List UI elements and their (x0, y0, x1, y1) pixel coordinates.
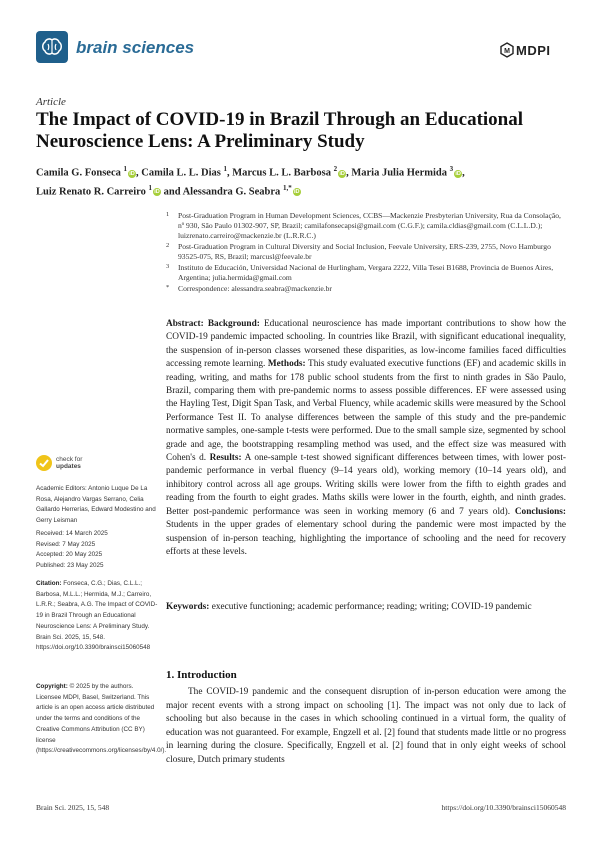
check-for-updates-button[interactable] (56, 456, 82, 470)
affiliation-number: * (166, 284, 170, 292)
article-title: The Impact of COVID-19 in Brazil Through an Educational Neuroscience Lens: A Preliminary Study (36, 109, 524, 152)
mdpi-logo-icon (500, 42, 514, 58)
check-line-2: updates (56, 463, 81, 470)
affiliation-3 (166, 263, 566, 283)
editors-label: Academic Editors: (36, 485, 87, 492)
affiliations (166, 211, 566, 295)
keywords-label: Keywords: (166, 602, 210, 612)
conclusions-label: Conclusions: (514, 506, 566, 517)
abstract-results: A one-sample t-test showed significant differences between times, with lower post-pandemic performance in verbal fluency (9–14 years old), working memory (10–14 years old), and inhibitory control across all age groups. Writing skills were lower from the fifth to eighth grades and reading from the fourth to eight grades. Maths skills were lower in the fourth, eighth, and ninth grades. Better post-pandemic performance was seen in working memory (6 and 7 years old). (166, 453, 566, 517)
affiliation-text: Post-Graduation Program in Cultural Diversity and Social Inclusion, Feevale University, ERS-239, 2755, Novo Hamburgo 93525-075, RS, Brazil; marcusl@feevale.br (178, 241, 551, 261)
affiliation-number: 1 (166, 211, 170, 218)
keywords (166, 601, 566, 614)
footer-doi-link[interactable]: https://doi.org/10.3390/brainsci15060548 (441, 803, 566, 812)
orcid-icon[interactable]: iD (455, 170, 461, 177)
author-line-2: Luiz Renato R. Carreiro $^1$iD and Alessandra G. Seabra $^{1,*}$iD (36, 183, 300, 197)
copyright-text: © 2025 by the authors. Licensee MDPI, Basel, Switzerland. This article is an open access article distributed under the terms and conditions of the Creative Commons Attribution (CC BY) license (https://creativecommons.org/licenses/by/4.0/). (36, 683, 167, 755)
svg-text:M: M (504, 48, 510, 55)
abstract (166, 318, 566, 559)
section-heading: 1. Introduction (166, 669, 237, 681)
citation-label: Citation: (36, 580, 62, 587)
orcid-icon[interactable]: iD (293, 189, 300, 195)
abstract-label: Abstract: (166, 319, 204, 329)
orcid-icon[interactable]: iD (154, 189, 160, 195)
methods-label: Methods: (267, 359, 306, 370)
received-date: Received: 14 March 2025 (36, 530, 108, 537)
affiliation-text: Correspondence: alessandra.seabra@mackenzie.br (178, 284, 332, 294)
author-list (36, 162, 576, 199)
accepted-date: Accepted: 20 May 2025 (36, 551, 103, 559)
publisher-name: MDPI (516, 43, 551, 58)
affiliation-2 (166, 242, 566, 262)
citation-text: Fonseca, C.G.; Dias, C.L.L.; Barbosa, M.L.L.; Hermida, M.J.; Carreiro, L.R.R.; Seabra, A.G. The Impact of COVID-19 in Brazil Through an Educational Neuroscience Lens: A Preliminary Study. Brain Sci. 2025, 15, 548. https://doi.org/10.3390/brainsci15060548 (36, 580, 158, 652)
footer-citation: Brain Sci. 2025, 15, 548 (36, 803, 110, 812)
keywords-text: executive functioning; academic performance; reading; writing; COVID-19 pandemic (211, 602, 532, 612)
check-for-updates-icon[interactable] (36, 455, 52, 471)
background-label: Background: (207, 319, 260, 329)
results-label: Results: (209, 453, 242, 464)
orcid-icon[interactable]: iD (129, 170, 135, 177)
check-line-1: check for (56, 456, 83, 463)
abstract-conclusions: Students in the upper grades of elementary school during the pandemic were most impacted by the suspension of in-person teaching, highlighting the importance of schooling and the need for recovery efforts at these levels. (166, 520, 566, 557)
orcid-icon[interactable]: iD (339, 170, 345, 177)
affiliation-text: Post-Graduation Program in Human Development Sciences, CCBS—Mackenzie Presbyterian University, Rua da Consolação, nº 930, São Paulo 01302-907, SP, Brazil; camilafonsecapsi@gmail.com (C.G.F.); camila.cldias@gmail.com (C.L.L.D.); luizrenato.carreiro@mackenzie.br (L.R.R.C.) (178, 211, 561, 240)
publication-dates (36, 529, 158, 572)
copyright-block (36, 682, 167, 757)
affiliation-number: 2 (166, 241, 170, 249)
affiliation-1 (166, 211, 566, 240)
journal-logo (36, 31, 68, 63)
affiliation-text: Instituto de Educación, Universidad Nacional de Hurlingham, Vergara 2222, Villa Tesei B1688, Provincia de Buenos Aires, Argentina; julia.hermida@gmail.com (178, 262, 554, 282)
journal-name: brain sciences (76, 38, 195, 57)
editors-names: Antonio Luque De La Rosa, Alejandro Vargas Serrano, Celia Gallardo Herrerías, Edward Modestino and Gerry Leisman (36, 485, 156, 525)
copyright-label: Copyright: (36, 683, 68, 690)
citation-block (36, 579, 158, 654)
author-line-1: Camila G. Fonseca $^1$iD, Camila L. L. Dias $^1$, Marcus L. L. Barbosa $^2$iD, Maria Julia Hermida $^3$iD, (36, 165, 465, 179)
published-date: Published: 23 May 2025 (36, 562, 104, 570)
affiliation-number: 3 (166, 262, 170, 270)
article-type: Article (36, 96, 66, 108)
abstract-background: Educational neuroscience has made important contributions to show how the COVID-19 pandemic impacted schooling. In countries like Brazil, with significant educational inequality, the suspension of in-person classes worsened these disparities, as low-income families faced difficulties accessing remote learning. (166, 319, 567, 370)
academic-editors (36, 484, 158, 527)
correspondence (166, 284, 566, 294)
introduction-paragraph: The COVID-19 pandemic and the consequent disruption of in-person education were among the major recent events with a strong impact on schooling [1]. The impact was not only due to lack of schooling but also because in the cases in which schooling continued in a virtual form, the quality of education was not guaranteed. For example, Engzell et al. [2] found that students made little or no progress in learning during the closure. Specifically, Engzell et al. [2] found that in only eight weeks of school closure, Dutch primary students (166, 687, 566, 765)
revised-date: Revised: 7 May 2025 (36, 540, 96, 548)
abstract-methods: This study evaluated executive functions (EF) and academic skills in reading, writing, and maths for 178 public school students from the first to ninth grades in São Paulo, Brazil, comparing them with pre-pandemic norms to assess possible differences. EF were assessed using the Hayling Test, Digit Span Task, and Verbal Fluency, while academic skills were measured by the School Performance Test II. To analyse differences between the sample of this study and the pre-pandemic normative samples, one-sample t-tests were performed. Due to the small sample size, segmented by school grade and age, the bootstrapping resampling method was used, and the effect size was measured with Cohen's d. (166, 359, 566, 464)
